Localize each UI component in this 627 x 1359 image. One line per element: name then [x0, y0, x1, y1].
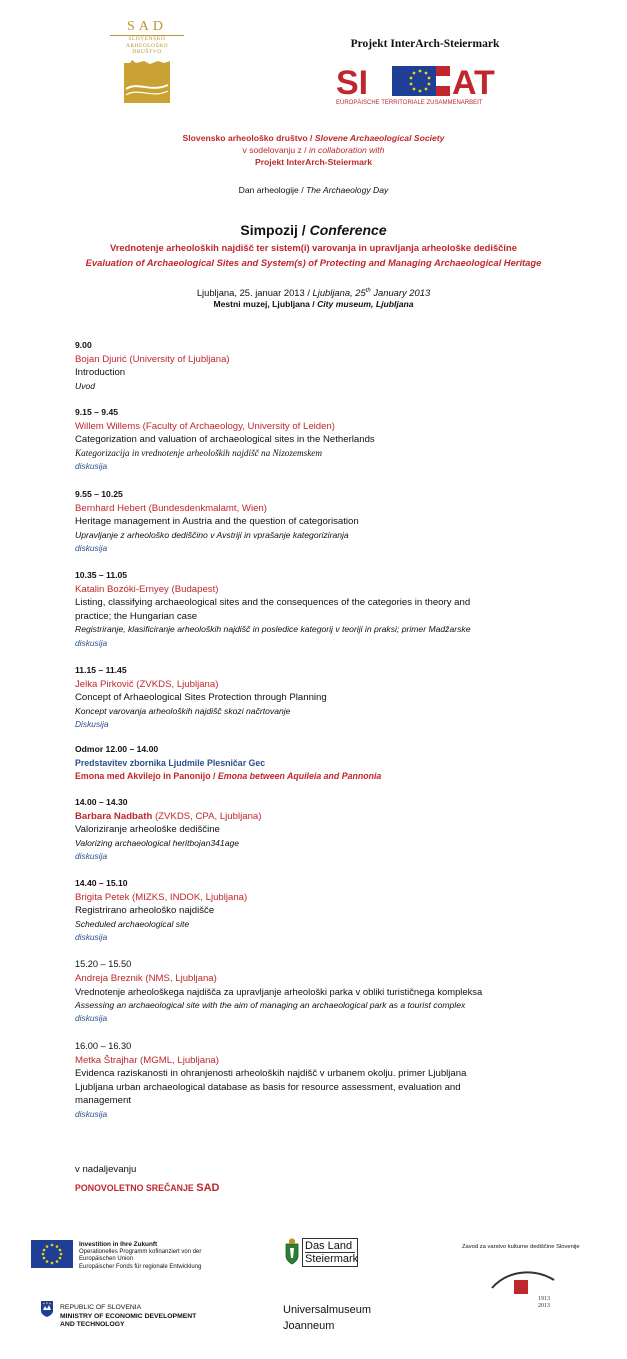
organizer-line [0, 132, 627, 144]
item-discussion: diskusija [75, 1108, 108, 1119]
land-line1: Das Land [305, 1240, 353, 1252]
zavod-year2: 2013 [538, 1303, 550, 1309]
collab-line [0, 144, 627, 156]
item-speaker: Jelka Pirkovič (ZVKDS, Ljubljana) [75, 678, 219, 690]
item-title: Introduction [75, 367, 126, 378]
eu-flag-footer-icon [31, 1240, 73, 1268]
book-title [75, 770, 515, 784]
item-discussion: diskusija [75, 851, 108, 861]
slovenia-crest-icon [40, 1300, 54, 1318]
item-time: 15.20 – 15.50 [75, 959, 132, 969]
um-line2: Joanneum [283, 1320, 335, 1332]
day-sl: Dan arheologije / [238, 185, 304, 195]
item-speaker: Willem Willems (Faculty of Archaeology, University of Leiden) [75, 420, 336, 432]
program-item-8 [75, 958, 545, 1026]
sad-logo [110, 20, 184, 120]
item-time: 9.55 – 10.25 [75, 489, 123, 499]
book-presentation: Predstavitev zbornika Ljudmile Plesničar Gec [75, 757, 266, 768]
item-time: 14.40 – 15.10 [75, 878, 128, 888]
item-subtitle: Kategorizacija in vrednotenje arheoloških najdišč na Nizozemskem [75, 447, 323, 458]
program-item-2 [75, 406, 515, 474]
item-discussion: Diskusija [75, 719, 109, 729]
conference-subtitle-sl: Vrednotenje arheoloških najdišč ter sistem(i) varovanja in upravljanja arheološke dediščine [110, 242, 517, 253]
zavod-text: Zavod za varstvo kulturne dediščine Slovenije [462, 1244, 580, 1250]
book-title-en: Emona between Aquileia and Pannonia [217, 771, 382, 781]
program-item-7 [75, 877, 515, 945]
break-time: Odmor 12.00 – 14.00 [75, 744, 159, 754]
item-time: 14.00 – 14.30 [75, 797, 128, 807]
day-line [0, 184, 627, 196]
ministry-line1: REPUBLIC OF SLOVENIA [60, 1304, 142, 1311]
conference-title [0, 222, 627, 238]
sad-logo-line1: SLOVENSKO [128, 36, 166, 42]
sad-logo-abbr: SAD [110, 20, 184, 36]
conference-title-en: Conference [309, 222, 387, 238]
item-discussion: diskusija [75, 461, 108, 471]
conference-place [0, 298, 627, 310]
eu-text-line3: Europäischer Fonds für regionale Entwicklung [79, 1263, 202, 1270]
item-subtitle: Registriranje, klasificiranje arheoloških najdišč in posledice kategorij v teoriji in praksi; primer Madžarske [75, 624, 471, 634]
siat-caption: EUROPÄISCHE TERRITORIALE ZUSAMMENARBEIT [336, 100, 483, 106]
program-item-9 [75, 1040, 515, 1121]
item-title-line1: Evidenca raziskanosti in ohranjenosti arheoloških najdišč v urbanem okolju. primer Ljubljana [75, 1068, 467, 1079]
siat-right-text: AT [452, 64, 495, 102]
universalmuseum-logo [283, 1302, 371, 1334]
item-speaker: Andreja Breznik (NMS, Ljubljana) [75, 972, 217, 984]
item-speaker: Brigita Petek (MIZKS, INDOK, Ljubljana) [75, 891, 248, 903]
eu-funding-text [79, 1241, 239, 1271]
collab-sl: v sodelovanju z / [242, 145, 307, 155]
um-line1: Universalmuseum [283, 1304, 372, 1316]
eu-text-line2: Operationelles Programm kofinanziert von der Europäischen Union [79, 1248, 202, 1262]
conference-subtitle-en: Evaluation of Archaeological Sites and System(s) of Protecting and Managing Archaeological Heritage [85, 257, 542, 268]
meeting-sad: SAD [196, 1182, 220, 1194]
item-title: Valoriziranje arheološke dediščine [75, 824, 220, 835]
zavod-logo [488, 1262, 558, 1322]
program-item-6 [75, 796, 515, 864]
item-speaker: Bojan Djurić (University of Ljubljana) [75, 353, 230, 365]
zavod-year1: 1913 [538, 1296, 550, 1302]
item-speaker: Bernhard Hebert (Bundesdenkmalamt, Wien) [75, 502, 267, 514]
item-speaker-name: Barbara Nadbath [75, 810, 153, 822]
meeting-name: PONOVOLETNO SREČANJE [75, 1183, 194, 1193]
land-line2: Steiermark [305, 1253, 359, 1265]
ministry-line3: AND TECHNOLOGY [60, 1321, 125, 1328]
conference-title-sl: Simpozij / [240, 222, 306, 238]
item-speaker: Katalin Bozóki-Ernyey (Budapest) [75, 583, 219, 595]
organizer-sl: Slovensko arheološko društvo / [182, 133, 313, 143]
collab-projekt: Projekt InterArch-Steiermark [254, 157, 372, 167]
item-discussion: diskusija [75, 1013, 108, 1023]
item-title: Categorization and valuation of archaeological sites in the Netherlands [75, 434, 375, 445]
program-item-1 [75, 339, 515, 393]
item-subtitle: Koncept varovanja arheoloških najdišč skozi načrtovanje [75, 705, 291, 716]
date-en-b: January 2013 [373, 287, 431, 299]
item-discussion: diskusija [75, 637, 108, 648]
item-speaker: Metka Štrajhar (MGML, Ljubljana) [75, 1054, 219, 1066]
item-title-line1: Listing, classifying archaeological sites and the consequences of the categories in theory and [75, 597, 471, 608]
place-sl: Mestni muzej, Ljubljana / [213, 299, 315, 309]
eu-text-line1: Investition in Ihre Zukunft [79, 1241, 158, 1248]
ministry-text [60, 1304, 196, 1330]
item-time: 9.00 [75, 340, 92, 350]
sad-logo-line2: ARHEOLOŠKO [125, 42, 169, 49]
day-en: The Archaeology Day [306, 185, 389, 195]
lunch-break [75, 743, 515, 784]
item-title: Heritage management in Austria and the question of categorisation [75, 516, 359, 527]
steiermark-crest-icon [284, 1238, 300, 1266]
continuation-text: v nadaljevanju [75, 1164, 137, 1175]
program-item-4 [75, 569, 515, 650]
item-subtitle: Valorizing archaeological heritbojan341age [75, 837, 240, 848]
item-discussion: diskusija [75, 543, 108, 553]
item-subtitle: Uvod [75, 380, 96, 391]
date-sl: Ljubljana, 25. januar 2013 / [196, 287, 310, 299]
date-en-sup: th [365, 288, 371, 294]
projekt-title: Projekt InterArch-Steiermark [350, 38, 500, 50]
item-title-line3: management [75, 1095, 131, 1106]
item-title-line2: Ljubljana urban archaeological database as basis for resource assessment, evaluation and [75, 1081, 461, 1093]
sad-emblem-icon [110, 59, 184, 105]
ministry-line2: MINISTRY OF ECONOMIC DEVELOPMENT [60, 1312, 197, 1320]
item-subtitle: Scheduled archaeological site [75, 918, 190, 929]
item-subtitle: Upravljanje z arheološko dediščino v Avstriji in vprašanje kategoriziranja [75, 529, 349, 540]
item-time: 9.15 – 9.45 [75, 407, 119, 417]
place-en: City museum, Ljubljana [317, 299, 414, 309]
item-discussion: diskusija [75, 932, 108, 942]
program-item-5 [75, 664, 515, 732]
siat-left-text: SI [336, 64, 369, 102]
book-title-sl: Emona med Akvilejo in Panonijo / [75, 771, 216, 781]
item-time: 10.35 – 11.05 [75, 570, 128, 580]
item-time: 11.15 – 11.45 [75, 665, 127, 675]
sad-logo-line3: DRUŠTVO [132, 49, 162, 55]
continuation-meeting [75, 1182, 219, 1194]
date-en-a: Ljubljana, 25 [312, 287, 366, 299]
item-title: Concept of Arhaeological Sites Protection through Planning [75, 692, 327, 703]
conference-date [0, 285, 627, 299]
item-title-line2: practice; the Hungarian case [75, 610, 198, 622]
collab-en: in collaboration with [308, 145, 385, 155]
program-item-3 [75, 488, 515, 556]
organizer-en: Slovene Archaeological Society [314, 133, 445, 143]
item-title: Vrednotenje arheološkega najdišča za upravljanje arheološki parka v obliki turističnega kompleksa [75, 986, 483, 997]
siat-logo [336, 62, 502, 106]
zavod-emblem-icon [488, 1262, 558, 1322]
item-time: 16.00 – 16.30 [75, 1041, 132, 1051]
item-title: Registrirano arheološko najdišče [75, 905, 215, 916]
item-subtitle: Assessing an archaeological site with the aim of managing an archaeological park as a tourist complex [75, 999, 466, 1010]
item-speaker-affiliation: (ZVKDS, CPA, Ljubljana) [152, 810, 262, 822]
